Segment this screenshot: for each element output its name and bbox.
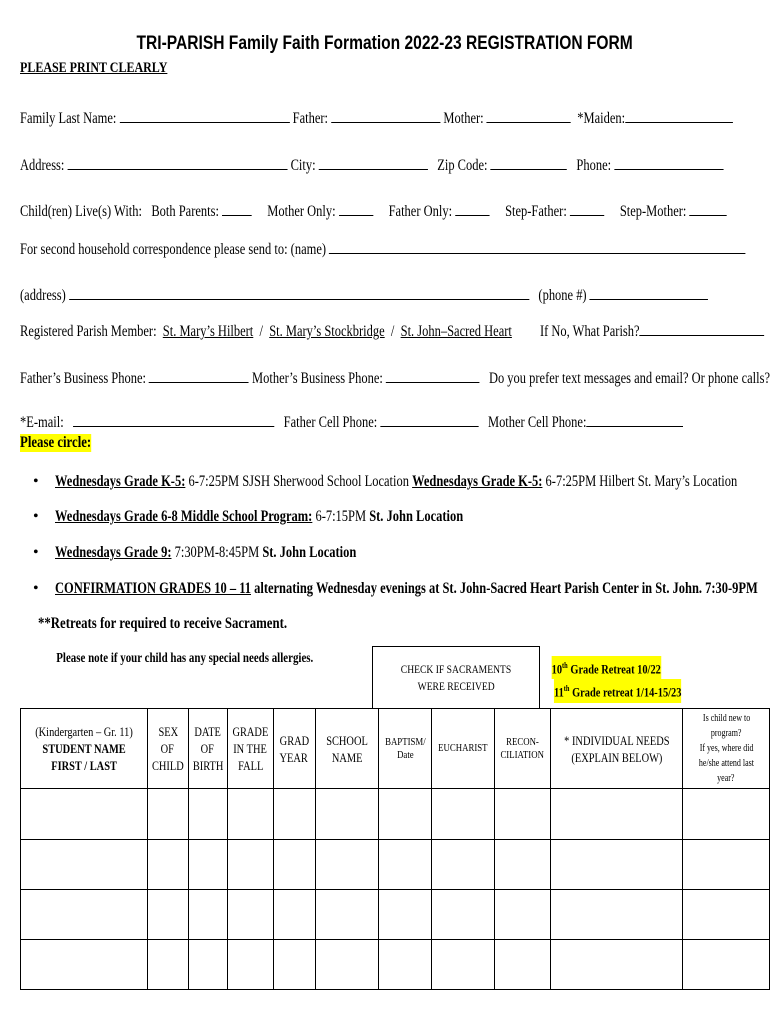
cell[interactable] (379, 789, 432, 840)
father-only-label: Father Only: (388, 203, 453, 220)
col-individual-needs (550, 709, 683, 789)
both-parents-field[interactable] (222, 201, 252, 216)
cell[interactable] (315, 840, 379, 890)
col-text: RECON- (505, 735, 539, 748)
cell[interactable] (495, 789, 550, 840)
cell[interactable] (550, 890, 683, 940)
cell[interactable] (21, 789, 148, 840)
cell[interactable] (683, 789, 770, 840)
step-father-label: Step-Father: (505, 203, 567, 220)
col-text: EUCHARIST (438, 742, 488, 754)
parish-option-st-john[interactable]: St. John–Sacred Heart (400, 323, 512, 340)
zip-label: Zip Code: (437, 157, 488, 174)
col-text: OF (161, 741, 175, 756)
cell[interactable] (683, 940, 770, 990)
col-text: GRAD (279, 732, 309, 748)
cell[interactable] (188, 789, 227, 840)
row-business-phones (20, 368, 770, 388)
address-field[interactable] (67, 155, 287, 170)
second-address-label: (address) (20, 287, 66, 304)
separator: / (390, 323, 395, 340)
second-address-field[interactable] (69, 285, 529, 300)
phone-number-label: (phone #) (538, 287, 587, 304)
program-label: Wednesdays Grade K-5: (55, 473, 186, 490)
allergy-note: Please note if your child has any special needs allergies. (56, 651, 314, 666)
email-label: *E-mail: (20, 414, 64, 431)
col-eucharist (432, 709, 495, 789)
col-grade-fall (227, 709, 273, 789)
cell[interactable] (147, 940, 188, 990)
cell[interactable] (315, 789, 379, 840)
bullet-icon: • (33, 580, 39, 597)
address-label: Address: (20, 157, 65, 174)
parish-option-hilbert[interactable]: St. Mary’s Hilbert (162, 323, 254, 340)
table-row (21, 890, 770, 940)
cell[interactable] (550, 789, 683, 840)
registered-parish-label: Registered Parish Member: (20, 323, 157, 340)
cell[interactable] (550, 840, 683, 890)
father-label: Father: (292, 110, 328, 127)
col-text: * INDIVIDUAL NEEDS (563, 732, 670, 748)
cell[interactable] (188, 840, 227, 890)
retreat-10-grade: 10 (551, 661, 563, 677)
table-header-row (21, 709, 770, 789)
col-text: GRADE (232, 724, 269, 739)
cell[interactable] (273, 789, 315, 840)
cell[interactable] (147, 789, 188, 840)
cell[interactable] (495, 890, 550, 940)
lives-with-label: Child(ren) Live(s) With: (20, 203, 142, 220)
retreat-11-grade: 11 (553, 684, 564, 700)
print-clearly-note: PLEASE PRINT CLEARLY (20, 60, 168, 76)
sacraments-header (372, 646, 540, 709)
mother-cell-field[interactable] (586, 412, 683, 427)
ordinal-suffix: th (563, 684, 570, 694)
cell[interactable] (315, 940, 379, 990)
mother-label: Mother: (443, 110, 484, 127)
program-detail: 6-7:15PM (312, 508, 370, 525)
second-household-name-field[interactable] (329, 239, 746, 254)
table-row (21, 840, 770, 890)
col-baptism (379, 709, 432, 789)
col-text: year? (717, 773, 735, 784)
city-label: City: (290, 157, 316, 174)
cell[interactable] (550, 940, 683, 990)
father-only-field[interactable] (455, 201, 489, 216)
row-second-household (20, 239, 770, 259)
program-label: Wednesdays Grade 9: (55, 544, 172, 561)
separator: / (259, 323, 263, 340)
cell[interactable] (227, 840, 273, 890)
cell[interactable] (227, 940, 273, 990)
cell[interactable] (273, 940, 315, 990)
col-text: (Kindergarten – Gr. 11) (35, 724, 133, 739)
col-text: NAME (331, 749, 363, 765)
row-email (20, 412, 770, 432)
sacraments-header-line: CHECK IF SACRAMENTS (400, 662, 512, 676)
step-mother-label: Step-Mother: (619, 203, 687, 220)
col-text: If yes, where did (699, 743, 753, 754)
program-location: St. John Location (369, 508, 464, 525)
step-father-field[interactable] (570, 201, 604, 216)
cell[interactable] (21, 890, 148, 940)
cell[interactable] (432, 890, 495, 940)
retreat-dates (538, 656, 682, 703)
program-detail: 6-7:25PM Hilbert St. Mary’s Location (542, 473, 738, 490)
family-last-name-field[interactable] (119, 108, 289, 123)
second-phone-field[interactable] (590, 285, 709, 300)
col-dob (188, 709, 227, 789)
bullet-icon: • (33, 473, 39, 490)
cell[interactable] (683, 840, 770, 890)
col-text: YEAR (279, 749, 309, 765)
cell[interactable] (379, 840, 432, 890)
father-name-field[interactable] (331, 108, 440, 123)
please-circle-label: Please circle: (20, 434, 92, 451)
mother-only-field[interactable] (339, 201, 373, 216)
father-business-phone-field[interactable] (149, 368, 249, 383)
cell[interactable] (432, 840, 495, 890)
cell[interactable] (683, 890, 770, 940)
retreat-11-date: Grade retreat 1/14-15/23 (569, 684, 682, 700)
phone-label: Phone: (576, 157, 612, 174)
maiden-name-field[interactable] (625, 108, 733, 123)
program-label: CONFIRMATION GRADES 10 – 11 (55, 580, 251, 597)
parish-option-stockbridge[interactable]: St. Mary’s Stockbridge (269, 323, 385, 340)
sacraments-header-line: WERE RECEIVED (417, 679, 495, 693)
table-row (21, 789, 770, 840)
col-school-name (315, 709, 379, 789)
col-text: SEX (157, 724, 178, 739)
program-detail: 7:30PM-8:45PM (171, 544, 263, 561)
maiden-label: *Maiden: (577, 110, 626, 127)
if-no-parish-label: If No, What Parish? (539, 323, 640, 340)
col-grad-year (273, 709, 315, 789)
student-table (20, 708, 770, 990)
program-detail: 6-7:25PM SJSH Sherwood School Location (185, 473, 413, 490)
mother-only-label: Mother Only: (267, 203, 336, 220)
col-text: DATE (194, 724, 222, 739)
col-student-name (21, 709, 148, 789)
cell[interactable] (495, 840, 550, 890)
father-cell-field[interactable] (380, 412, 478, 427)
col-text: SCHOOL (326, 732, 368, 748)
cell[interactable] (315, 890, 379, 940)
cell[interactable] (227, 789, 273, 840)
table-row (21, 940, 770, 990)
col-text: STUDENT NAME (42, 741, 126, 756)
program-detail: alternating Wednesday evenings at St. John-Sacred Heart Parish Center in St. John. 7:30-9PM (250, 580, 758, 597)
email-field[interactable] (73, 412, 274, 427)
phone-field[interactable] (614, 155, 723, 170)
father-cell-label: Father Cell Phone: (283, 414, 378, 431)
col-text: (EXPLAIN BELOW) (570, 749, 662, 765)
program-label: Wednesdays Grade 6-8 Middle School Program: (55, 508, 313, 525)
city-field[interactable] (319, 155, 428, 170)
cell[interactable] (273, 890, 315, 940)
col-text: he/she attend last (698, 758, 754, 769)
cell[interactable] (432, 789, 495, 840)
ordinal-suffix: th (562, 661, 568, 670)
col-text: CILIATION (500, 748, 545, 761)
form-title: TRI-PARISH Family Faith Formation 2022-23 REGISTRATION FORM (136, 33, 634, 54)
col-text: Is child new to (702, 713, 750, 724)
row-parish (20, 321, 770, 341)
other-parish-field[interactable] (640, 321, 765, 336)
col-text: FALL (237, 758, 263, 773)
row-lives-with (20, 201, 770, 221)
cell[interactable] (188, 940, 227, 990)
zip-field[interactable] (491, 155, 567, 170)
cell[interactable] (495, 940, 550, 990)
family-last-name-label: Family Last Name: (20, 110, 117, 127)
father-business-phone-label: Father’s Business Phone: (20, 370, 146, 387)
col-text: OF (201, 741, 215, 756)
cell[interactable] (21, 840, 148, 890)
bullet-icon: • (33, 508, 39, 525)
col-text: FIRST / LAST (51, 758, 117, 773)
second-household-label: For second household correspondence please send to: (name) (20, 241, 327, 258)
step-mother-field[interactable] (689, 201, 726, 216)
col-text: IN THE (233, 741, 268, 756)
col-text: BIRTH (192, 758, 224, 773)
cell[interactable] (432, 940, 495, 990)
cell[interactable] (188, 890, 227, 940)
cell[interactable] (147, 840, 188, 890)
both-parents-label: Both Parents: (151, 203, 219, 220)
cell[interactable] (21, 940, 148, 990)
col-text: BAPTISM/ (385, 735, 426, 748)
col-new-to-program (683, 709, 770, 789)
mother-cell-label: Mother Cell Phone: (487, 414, 587, 431)
col-sex (147, 709, 188, 789)
mother-business-phone-field[interactable] (386, 368, 480, 383)
contact-preference-question: Do you prefer text messages and email? Or phone calls? (488, 370, 770, 387)
retreat-10-date: Grade Retreat 10/22 (567, 661, 661, 677)
mother-name-field[interactable] (487, 108, 571, 123)
cell[interactable] (379, 890, 432, 940)
program-label: Wednesdays Grade K-5: (412, 473, 543, 490)
row-second-address (20, 285, 770, 305)
row-names (20, 108, 770, 128)
cell[interactable] (147, 890, 188, 940)
col-reconciliation (495, 709, 550, 789)
program-location: St. John Location (262, 544, 357, 561)
cell[interactable] (273, 840, 315, 890)
col-text: Date (397, 748, 414, 761)
col-text: CHILD (151, 758, 184, 773)
cell[interactable] (379, 940, 432, 990)
retreats-note: **Retreats for required to receive Sacrament. (38, 615, 288, 632)
row-address (20, 155, 770, 175)
bullet-icon: • (33, 544, 39, 561)
col-text: program? (710, 728, 742, 739)
mother-business-phone-label: Mother’s Business Phone: (252, 370, 383, 387)
cell[interactable] (227, 890, 273, 940)
